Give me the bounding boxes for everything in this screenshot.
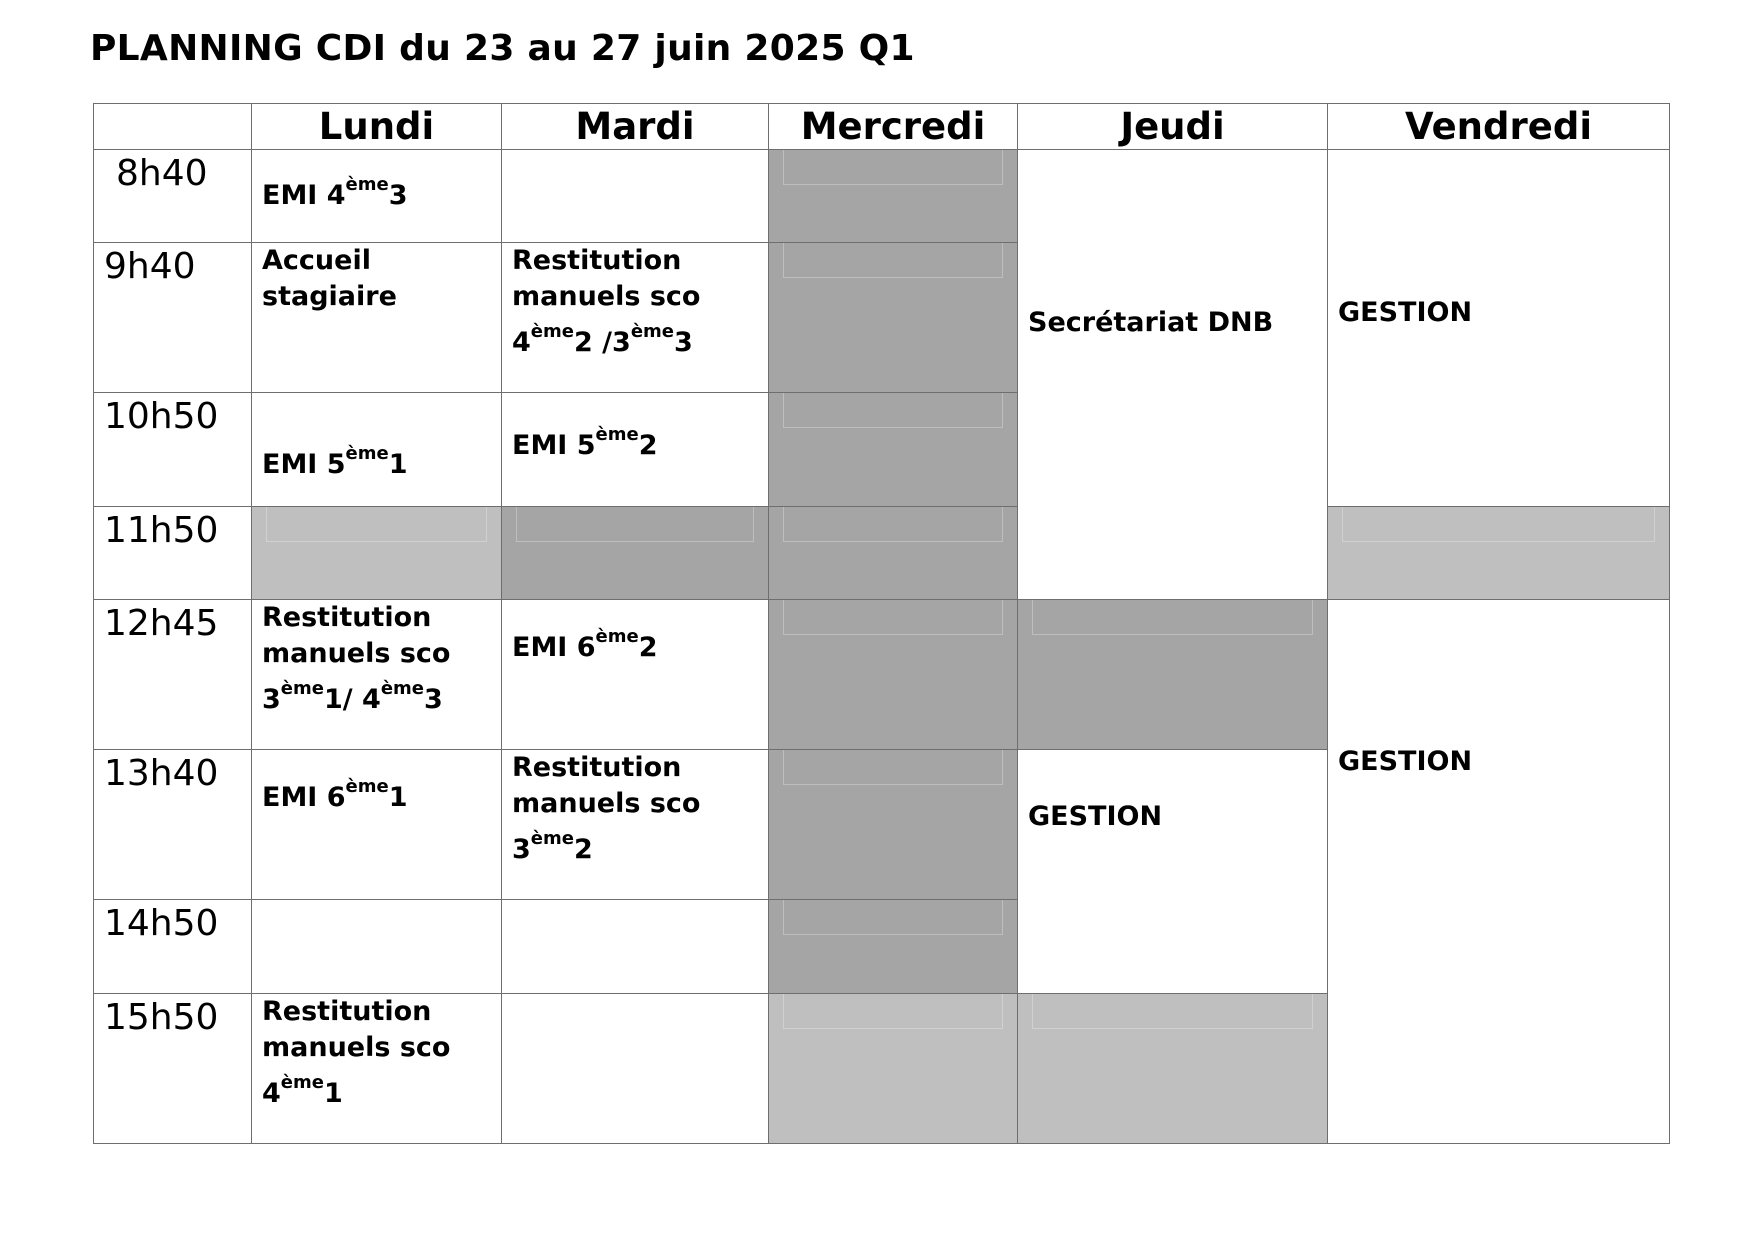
activity-line: manuels sco [512, 788, 701, 819]
ordinal-suffix: ème [280, 678, 324, 699]
class-number: 2 [638, 632, 658, 663]
ordinal-suffix: ème [630, 321, 674, 342]
mercredi-1245-blocked [769, 600, 1018, 750]
class-level: 4 [512, 327, 531, 358]
mardi-1050-cell [502, 393, 769, 507]
ordinal-suffix: ème [380, 678, 424, 699]
activity-text: EMI 6 [262, 782, 346, 813]
activity-text: EMI 4 [262, 180, 346, 211]
ordinal-suffix: ème [530, 321, 574, 342]
time-label: 12h45 [94, 600, 252, 750]
activity-line: stagiaire [262, 281, 397, 312]
mercredi-1550-blocked [769, 994, 1018, 1144]
class-number: 2 /3 [573, 327, 631, 358]
planning-table [93, 103, 1670, 1144]
mardi-1150-blocked [502, 507, 769, 600]
slot-row-1150 [94, 507, 1670, 600]
class-list [262, 1072, 501, 1112]
activity-text: EMI 6 [512, 632, 596, 663]
mercredi-0840-blocked [769, 150, 1018, 243]
gestion-label: GESTION [1338, 297, 1473, 328]
time-label: 10h50 [94, 393, 252, 507]
activity-line: Restitution [512, 245, 682, 276]
time-label: 13h40 [94, 750, 252, 900]
ordinal-suffix: ème [595, 626, 639, 647]
mercredi-1340-blocked [769, 750, 1018, 900]
time-label: 8h40 [94, 150, 252, 243]
lundi-1550-cell [252, 994, 502, 1144]
mercredi-1450-blocked [769, 900, 1018, 994]
secretariat-dnb-label: Secrétariat DNB [1028, 306, 1274, 338]
mardi-1550-cell [502, 994, 769, 1144]
corner-cell [94, 104, 252, 150]
ordinal-suffix: ème [595, 424, 639, 445]
activity-text: EMI 5 [512, 430, 596, 461]
activity-line: manuels sco [262, 638, 451, 669]
class-list [262, 678, 501, 718]
jeudi-morning-cell [1018, 150, 1328, 600]
vendredi-afternoon-cell [1328, 600, 1670, 1144]
class-list [512, 828, 768, 868]
class-list [512, 321, 768, 361]
class-number: 1 [323, 1078, 343, 1109]
class-number: 3 [423, 684, 443, 715]
time-label: 15h50 [94, 994, 252, 1144]
vendredi-morning-cell [1328, 150, 1670, 507]
mercredi-0940-blocked [769, 243, 1018, 393]
class-number: 2 [638, 430, 658, 461]
mercredi-1150-blocked [769, 507, 1018, 600]
page-title: PLANNING CDI du 23 au 27 juin 2025 Q1 [90, 28, 915, 69]
activity-line: manuels sco [512, 281, 701, 312]
class-number: 3 [388, 180, 408, 211]
gestion-label: GESTION [1338, 745, 1473, 777]
time-label: 9h40 [94, 243, 252, 393]
lundi-1050-cell [252, 393, 502, 507]
activity-line: Restitution [512, 752, 682, 783]
mardi-0840-cell [502, 150, 769, 243]
activity-line: Restitution [262, 602, 432, 633]
lundi-1340-cell [252, 750, 502, 900]
class-level: 3 [512, 834, 531, 865]
mardi-0940-cell [502, 243, 769, 393]
slot-row-1245 [94, 600, 1670, 750]
vendredi-1150-blocked [1328, 507, 1670, 600]
class-number: 1 [388, 782, 408, 813]
class-number: 3 [673, 327, 693, 358]
lundi-1245-cell [252, 600, 502, 750]
class-level: 3 [262, 684, 281, 715]
gestion-label: GESTION [1028, 800, 1163, 832]
lundi-1450-cell [252, 900, 502, 994]
ordinal-suffix: ème [345, 443, 389, 464]
activity-line: Accueil [262, 245, 371, 276]
lundi-1150-blocked [252, 507, 502, 600]
jeudi-1245-blocked [1018, 600, 1328, 750]
time-label: 14h50 [94, 900, 252, 994]
mardi-1245-cell [502, 600, 769, 750]
activity-text: EMI 5 [262, 449, 346, 480]
mardi-1450-cell [502, 900, 769, 994]
ordinal-suffix: ème [345, 776, 389, 797]
time-label: 11h50 [94, 507, 252, 600]
mardi-1340-cell [502, 750, 769, 900]
ordinal-suffix: ème [530, 828, 574, 849]
class-number: 2 [573, 834, 593, 865]
mercredi-1050-blocked [769, 393, 1018, 507]
jeudi-1550-blocked [1018, 994, 1328, 1144]
activity-line: Restitution [262, 996, 432, 1027]
ordinal-suffix: ème [280, 1072, 324, 1093]
day-header-vendredi: Vendredi [1328, 104, 1670, 150]
day-header-mercredi: Mercredi [769, 104, 1018, 150]
ordinal-suffix: ème [345, 174, 389, 195]
day-header-lundi: Lundi [252, 104, 502, 150]
class-number: 1 [388, 449, 408, 480]
day-header-mardi: Mardi [502, 104, 769, 150]
day-header-jeudi: Jeudi [1018, 104, 1328, 150]
lundi-0940-cell [252, 243, 502, 393]
jeudi-afternoon-cell [1018, 750, 1328, 994]
header-row [94, 104, 1670, 150]
class-level: 4 [262, 1078, 281, 1109]
slot-row-0840 [94, 150, 1670, 243]
lundi-0840-cell [252, 150, 502, 243]
class-number: 1/ 4 [323, 684, 381, 715]
activity-line: manuels sco [262, 1032, 451, 1063]
